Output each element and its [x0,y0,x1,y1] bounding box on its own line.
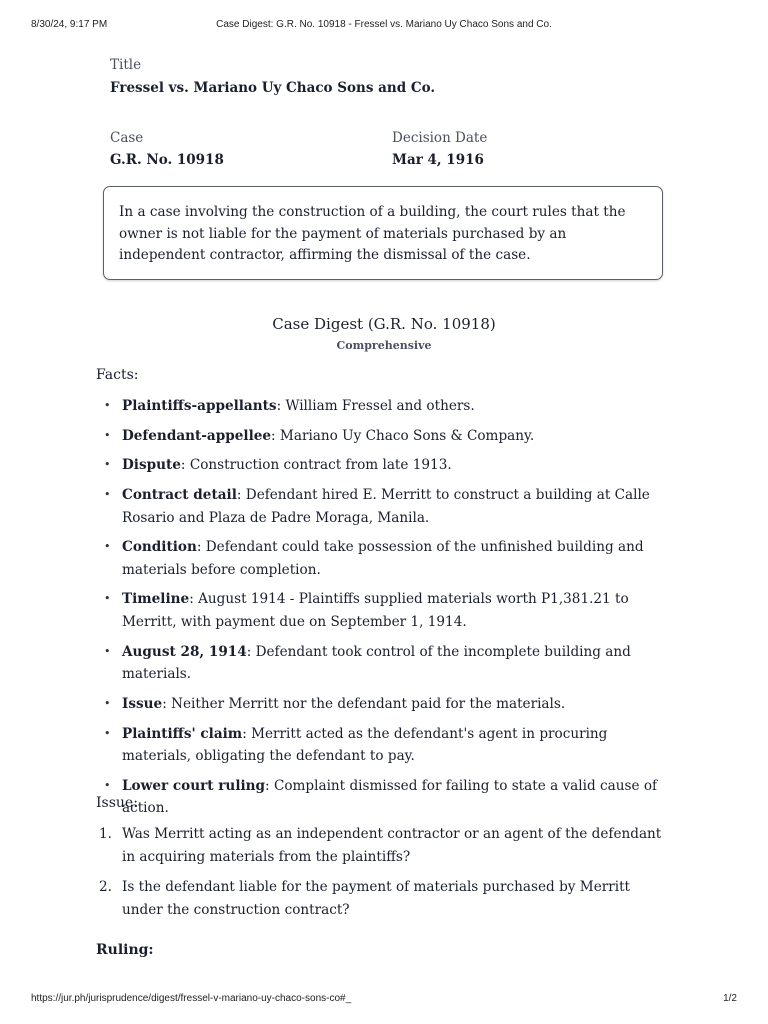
fact-text: : Mariano Uy Chaco Sons & Company. [271,427,535,444]
fact-text: : Merritt acted as the defendant's agent in procuring materials, obligating the defendant to pay. [122,725,608,764]
fact-item [104,484,674,529]
issue-number: 1. [99,826,112,842]
fact-term: Contract detail [122,487,237,504]
fact-text: : Defendant hired E. Merritt to construct a building at Calle Rosario and Plaza de Padre Moraga, Manila. [122,487,650,526]
bullet-icon: • [104,399,111,412]
fact-term: Lower court ruling [122,777,266,794]
ruling-heading: Ruling: [96,942,154,958]
fact-term: Dispute [122,457,181,474]
fact-term: Defendant-appellee [122,427,272,444]
fact-term: Issue [122,695,163,712]
fact-text: : Defendant could take possession of the unfinished building and materials before completion. [122,539,644,578]
print-doc-title: Case Digest: G.R. No. 10918 - Fressel vs. Mariano Uy Chaco Sons and Co. [216,19,552,30]
fact-item [104,395,674,418]
bullet-icon: • [104,726,111,740]
title-value: Fressel vs. Mariano Uy Chaco Sons and Co. [110,80,436,96]
bullet-icon: • [104,592,111,606]
bullet-icon: • [104,488,111,502]
fact-item [104,536,674,581]
issue-list [99,823,674,929]
print-header [31,19,737,33]
case-label: Case [110,130,144,146]
fact-text: : Neither Merritt nor the defendant paid for the materials. [162,695,566,712]
page-number: 1/2 [723,993,737,1004]
bullet-icon: • [104,696,111,710]
bullet-icon: • [104,428,111,442]
fact-text: : Defendant took control of the incomplete building and materials. [122,643,631,683]
fact-term: Condition [122,539,197,556]
fact-item [104,588,674,633]
bullet-icon: • [104,644,111,658]
fact-item [104,425,674,448]
bullet-icon: • [104,540,111,554]
issue-item [99,823,674,868]
fact-text: : William Fressel and others. [276,398,475,414]
fact-item [104,641,674,686]
issue-text: Is the defendant liable for the payment of materials purchased by Merritt under the construction contract? [122,879,631,918]
digest-title: Case Digest (G.R. No. 10918) [272,315,496,333]
issue-number: 2. [99,879,112,895]
bullet-icon: • [104,458,111,472]
fact-item [104,454,674,477]
fact-item [104,693,674,716]
case-value: G.R. No. 10918 [110,152,224,168]
fact-item [104,775,674,820]
fact-term: Timeline [122,591,190,608]
fact-text: : August 1914 - Plaintiffs supplied materials worth P1,381.21 to Merritt, with payment due on September 1, 1914. [122,591,629,630]
decision-date-label: Decision Date [392,130,488,146]
facts-list [104,395,674,827]
print-url[interactable]: https://jur.ph/jurisprudence/digest/fressel-v-mariano-uy-chaco-sons-co#_ [31,993,352,1004]
fact-item [104,723,674,768]
print-datetime: 8/30/24, 9:17 PM [31,19,108,30]
issue-text: Was Merritt acting as an independent contractor or an agent of the defendant in acquiring materials from the plaintiffs? [122,826,662,865]
bullet-icon: • [104,778,111,792]
print-footer [31,993,737,1007]
fact-text: : Complaint dismissed for failing to state a valid cause of action. [122,777,658,817]
facts-heading: Facts: [96,367,139,383]
fact-text: : Construction contract from late 1913. [180,457,452,474]
summary-text: In a case involving the construction of a building, the court rules that the owner is not liable for the payment of materials purchased by an independent contractor, affirming the dismissal of the case. [119,204,626,263]
fact-term: August 28, 1914 [122,643,247,660]
fact-term: Plaintiffs-appellants [122,398,277,414]
decision-date-value: Mar 4, 1916 [392,152,484,168]
issue-heading: Issue: [96,795,138,811]
digest-subtitle: Comprehensive [336,339,432,352]
fact-term: Plaintiffs' claim [122,725,243,742]
summary-box [103,186,663,280]
title-label: Title [110,57,142,73]
issue-item [99,876,674,921]
